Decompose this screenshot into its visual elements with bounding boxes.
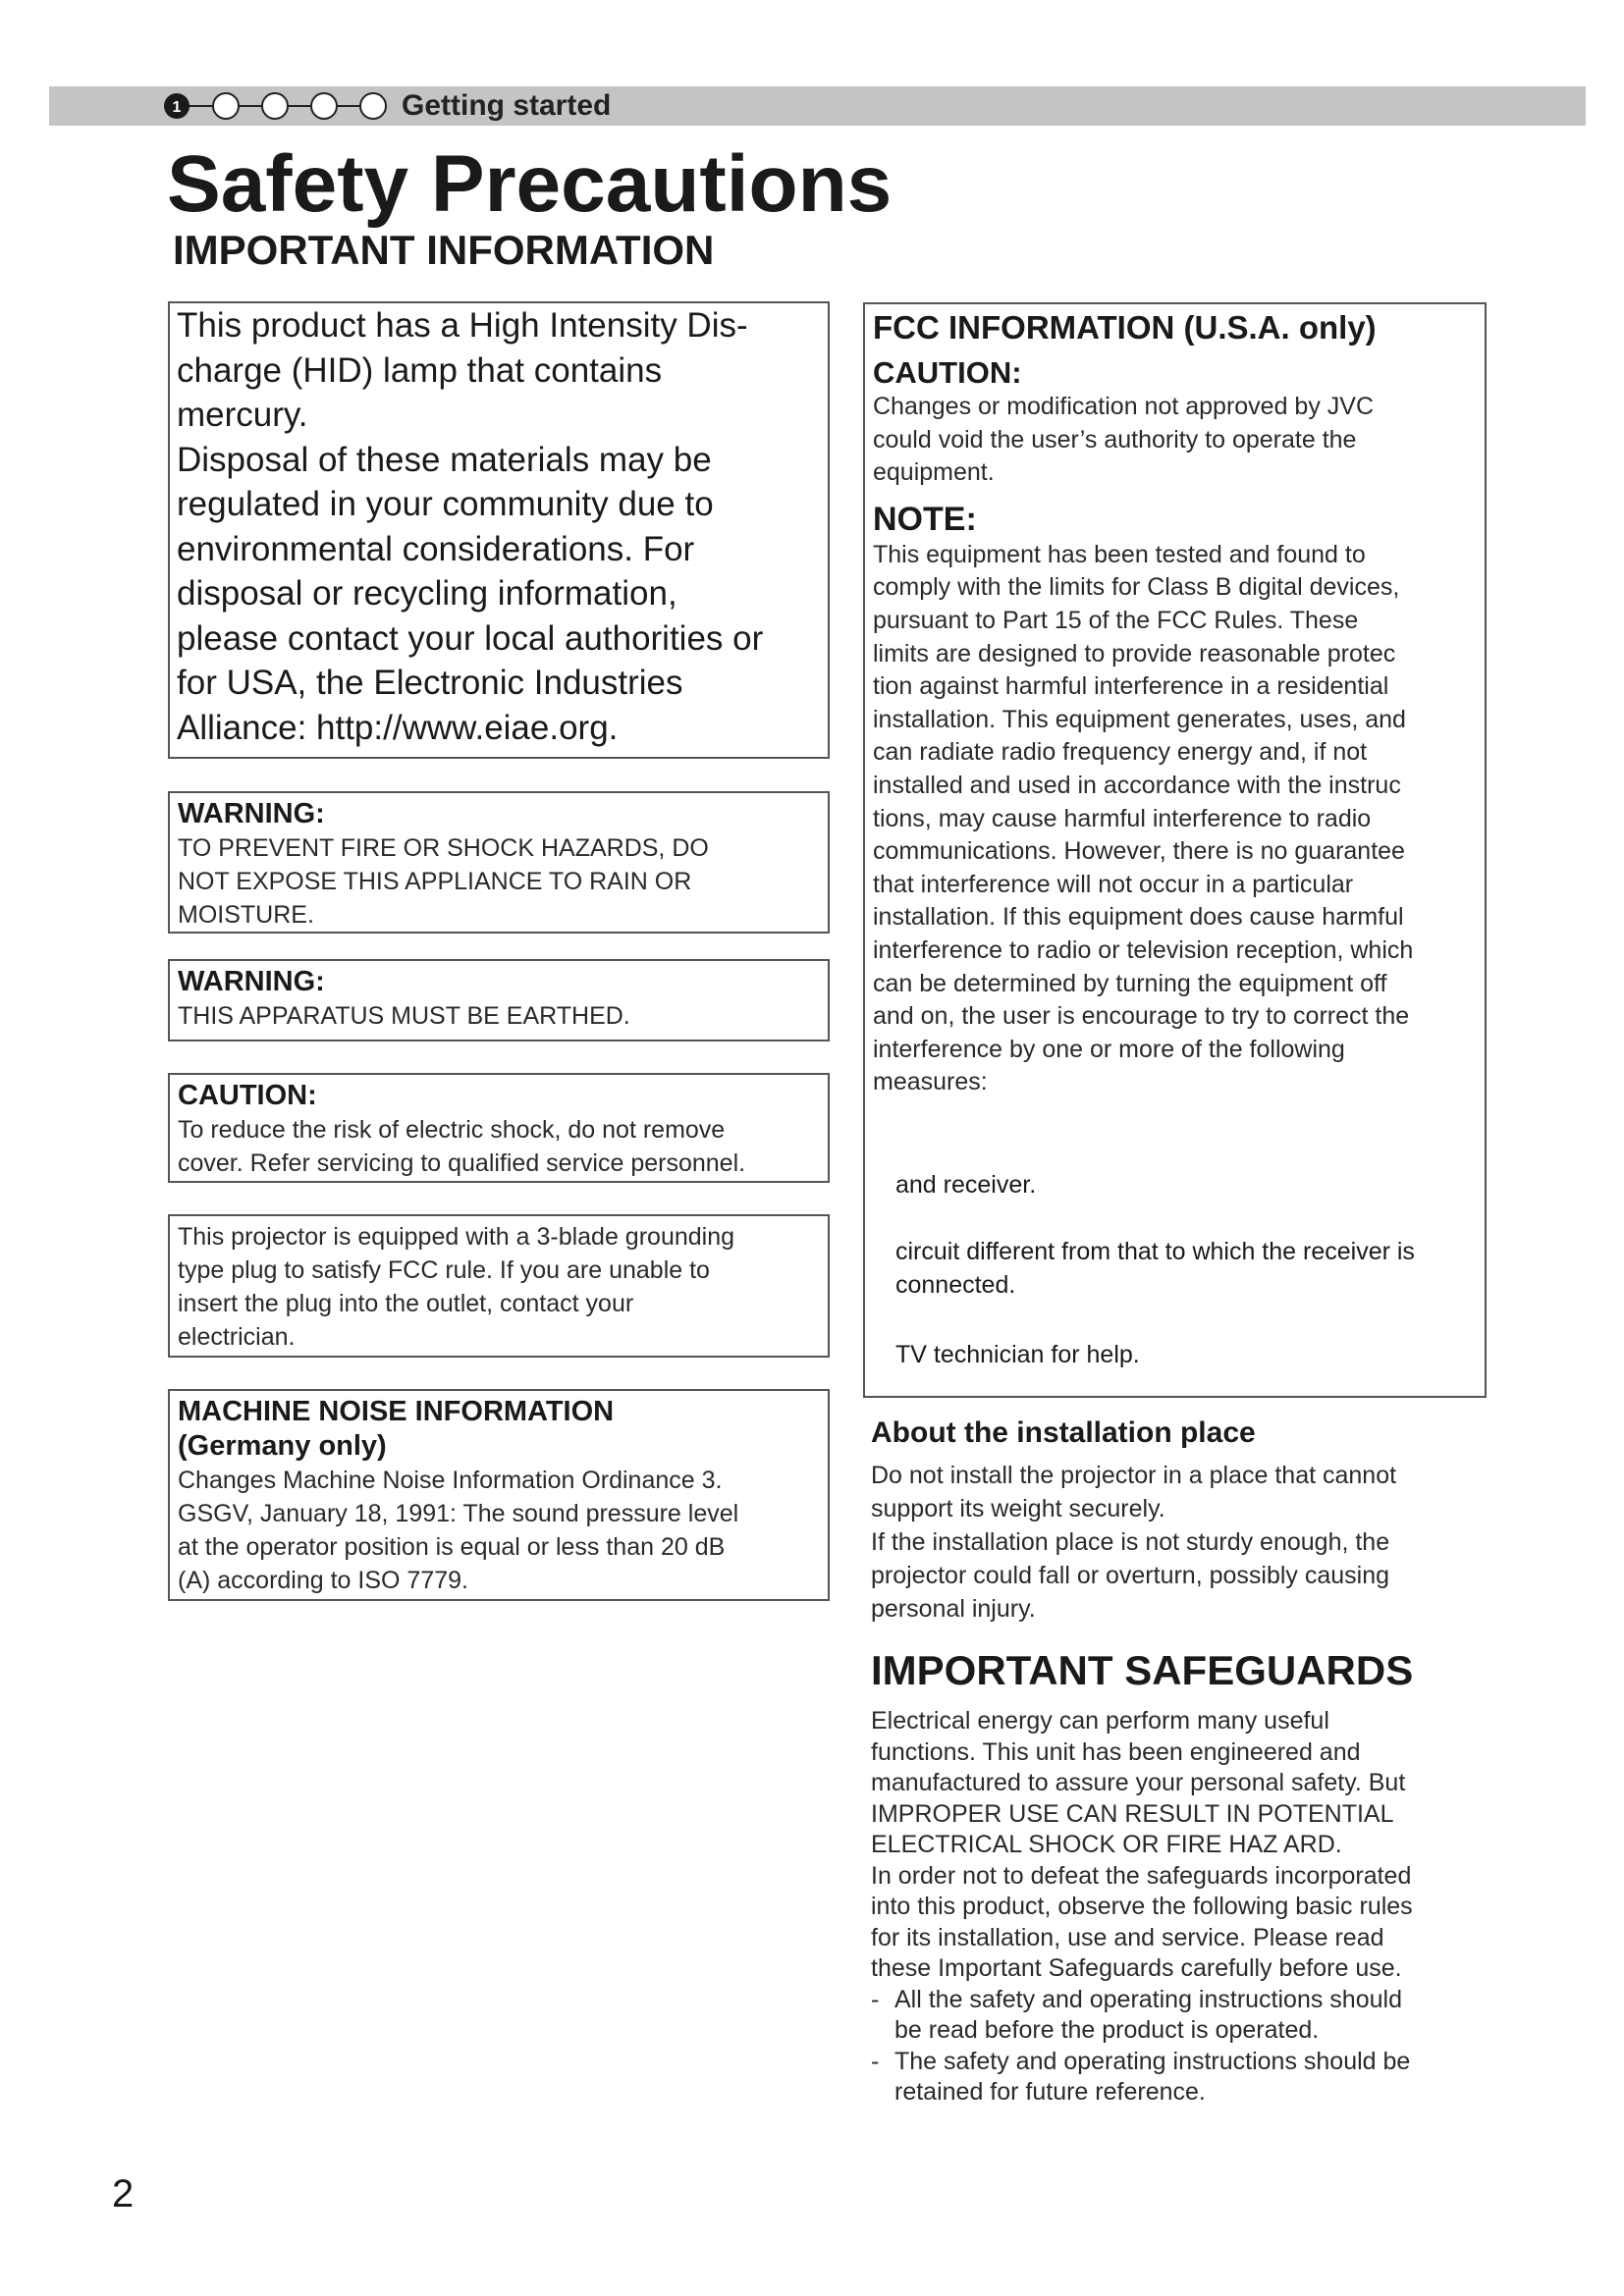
- fcc-note-line: This equipment has been tested and found to: [873, 540, 1366, 568]
- safeguards-heading: IMPORTANT SAFEGUARDS: [871, 1647, 1414, 1693]
- fcc-note-line: tion against harmful interference in a residential: [873, 672, 1389, 701]
- fcc-note-line: installation. This equipment generates, uses, and: [873, 705, 1406, 733]
- caution-electric-shock-box: [168, 1073, 830, 1183]
- noise-line: GSGV, January 18, 1991: The sound pressure level: [178, 1500, 739, 1527]
- bullet-line: be read before the product is operated.: [894, 2016, 1320, 2044]
- hid-line: This product has a High Intensity Dis-: [177, 306, 748, 345]
- safeguards-line: functions. This unit has been engineered and: [871, 1737, 1361, 1766]
- plug-line: This projector is equipped with a 3-blade grounding: [178, 1223, 735, 1251]
- safeguards-line: ELECTRICAL SHOCK OR FIRE HAZ ARD.: [871, 1831, 1342, 1858]
- important-safeguards-section: [871, 1645, 1499, 2109]
- hid-line: mercury.: [177, 396, 308, 434]
- fcc-measure-fragment: circuit different from that to which the receiver is: [895, 1237, 1415, 1265]
- measure-gap: [873, 1302, 1485, 1338]
- fcc-caution-heading: CAUTION:: [873, 355, 1022, 390]
- noise-heading: MACHINE NOISE INFORMATION: [178, 1396, 615, 1427]
- fcc-caution-line: Changes or modification not approved by JVC: [873, 393, 1375, 420]
- chapter-label: Getting started: [402, 89, 612, 122]
- safeguards-line: manufactured to assure your personal safety. But: [871, 1769, 1406, 1796]
- bullet-text: [894, 2047, 1499, 2109]
- chapter-progress-indicator: [163, 91, 387, 121]
- installation-line: personal injury.: [871, 1595, 1036, 1623]
- hid-line: Alliance: http://www.eiae.org.: [177, 708, 619, 747]
- installation-line: Do not install the projector in a place that cannot: [871, 1462, 1397, 1489]
- installation-heading: About the installation place: [871, 1416, 1256, 1449]
- bullet-line: retained for future reference.: [894, 2078, 1206, 2106]
- measure-gap: [873, 1201, 1485, 1235]
- installation-line: projector could fall or overturn, possibly causing: [871, 1562, 1390, 1589]
- hid-line: disposal or recycling information,: [177, 574, 677, 613]
- fcc-note-line: interference to radio or television reception, which: [873, 935, 1414, 964]
- warning-fire-shock-box: [168, 791, 830, 934]
- plug-line: insert the plug into the outlet, contact your: [178, 1290, 634, 1317]
- fcc-information-box: [863, 302, 1487, 1398]
- bullet-dash: -: [871, 2047, 880, 2075]
- bullet-line: All the safety and operating instructions should: [894, 1985, 1402, 2013]
- hid-line: regulated in your community due to: [177, 485, 714, 523]
- hid-line: environmental considerations. For: [177, 529, 695, 568]
- noise-line: Changes Machine Noise Information Ordinance 3.: [178, 1467, 723, 1494]
- fcc-caution-line: equipment.: [873, 458, 995, 487]
- caution-heading: CAUTION:: [178, 1080, 317, 1111]
- noise-subheading: (Germany only): [178, 1430, 387, 1462]
- hid-line: for USA, the Electronic Industries: [177, 664, 683, 702]
- installation-line: If the installation place is not sturdy enough, the: [871, 1528, 1390, 1556]
- fcc-note-line: installation. If this equipment does cause harmful: [873, 903, 1404, 932]
- fcc-title: FCC INFORMATION (U.S.A. only): [873, 309, 1377, 346]
- fcc-note-line: comply with the limits for Class B digital devices,: [873, 573, 1400, 602]
- caution-line: To reduce the risk of electric shock, do not remove: [178, 1116, 726, 1144]
- plug-line: type plug to satisfy FCC rule. If you are unable to: [178, 1256, 710, 1284]
- fcc-note-line: that interference will not occur in a particular: [873, 870, 1354, 898]
- safeguards-line: for its installation, use and service. Please read: [871, 1923, 1384, 1951]
- step-5-empty-icon: [360, 93, 386, 119]
- safeguards-line: these Important Safeguards carefully before use.: [871, 1954, 1402, 1982]
- fcc-measure-fragment: connected.: [895, 1270, 1016, 1299]
- fcc-note-line: measures:: [873, 1068, 988, 1096]
- grounding-plug-notice: [168, 1214, 830, 1358]
- hid-lamp-notice: [168, 301, 830, 759]
- page-title: Safety Precautions: [167, 139, 893, 229]
- installation-place-section: [871, 1414, 1499, 1626]
- measure-gap: [873, 1099, 1485, 1168]
- safeguards-line: Electrical energy can perform many useful: [871, 1707, 1329, 1735]
- bullet-text: [894, 1985, 1499, 2047]
- warning-line: TO PREVENT FIRE OR SHOCK HAZARDS, DO: [178, 834, 709, 862]
- fcc-note-line: installed and used in accordance with the instruc: [873, 771, 1401, 799]
- step-2-empty-icon: [213, 93, 239, 119]
- fcc-note-line: can be determined by turning the equipment off: [873, 969, 1387, 997]
- fcc-note-line: tions, may cause harmful interference to radio: [873, 804, 1372, 832]
- warning-heading: WARNING:: [178, 798, 325, 829]
- safeguards-bullet: [871, 1985, 1499, 2047]
- warning-line: THIS APPARATUS MUST BE EARTHED.: [178, 1002, 630, 1030]
- caution-line: cover. Refer servicing to qualified service personnel.: [178, 1149, 746, 1177]
- hid-line: please contact your local authorities or: [177, 618, 764, 658]
- fcc-note-line: pursuant to Part 15 of the FCC Rules. These: [873, 606, 1359, 634]
- safeguards-line: IMPROPER USE CAN RESULT IN POTENTIAL: [871, 1799, 1394, 1828]
- warning-line: MOISTURE.: [178, 901, 314, 929]
- safeguards-line: into this product, observe the following basic rules: [871, 1893, 1413, 1920]
- fcc-note-line: limits are designed to provide reasonable protec: [873, 639, 1396, 667]
- bullet-line: The safety and operating instructions should be: [894, 2047, 1411, 2075]
- noise-line: (A) according to ISO 7779.: [178, 1567, 468, 1594]
- hid-line: Disposal of these materials may be: [177, 440, 712, 479]
- machine-noise-box: [168, 1389, 830, 1601]
- warning-heading: WARNING:: [178, 966, 325, 997]
- section-subtitle: IMPORTANT INFORMATION: [173, 227, 715, 273]
- hid-line: charge (HID) lamp that contains: [177, 350, 663, 390]
- fcc-note-heading: NOTE:: [873, 500, 977, 538]
- fcc-measure-fragment: TV technician for help.: [895, 1340, 1140, 1368]
- bullet-dash: -: [871, 1985, 880, 2013]
- step-1-number: 1: [172, 99, 182, 116]
- fcc-note-line: and on, the user is encourage to try to correct the: [873, 1002, 1410, 1031]
- warning-earthed-box: [168, 959, 830, 1041]
- safeguards-line: In order not to defeat the safeguards incorporated: [871, 1861, 1412, 1890]
- installation-line: support its weight securely.: [871, 1495, 1165, 1522]
- step-3-empty-icon: [262, 93, 288, 119]
- plug-line: electrician.: [178, 1323, 296, 1351]
- page-number: 2: [112, 2172, 135, 2216]
- warning-line: NOT EXPOSE THIS APPLIANCE TO RAIN OR: [178, 868, 692, 895]
- step-4-empty-icon: [311, 93, 337, 119]
- chapter-step-icons: [163, 91, 387, 121]
- safeguards-bullet: [871, 2047, 1499, 2109]
- fcc-caution-line: could void the user’s authority to operate the: [873, 425, 1357, 454]
- fcc-note-line: interference by one or more of the following: [873, 1035, 1345, 1063]
- fcc-measure-fragment: and receiver.: [895, 1170, 1037, 1199]
- fcc-note-line: can radiate radio frequency energy and, if not: [873, 738, 1368, 767]
- noise-line: at the operator position is equal or less than 20 dB: [178, 1533, 726, 1561]
- fcc-note-line: communications. However, there is no guarantee: [873, 837, 1405, 866]
